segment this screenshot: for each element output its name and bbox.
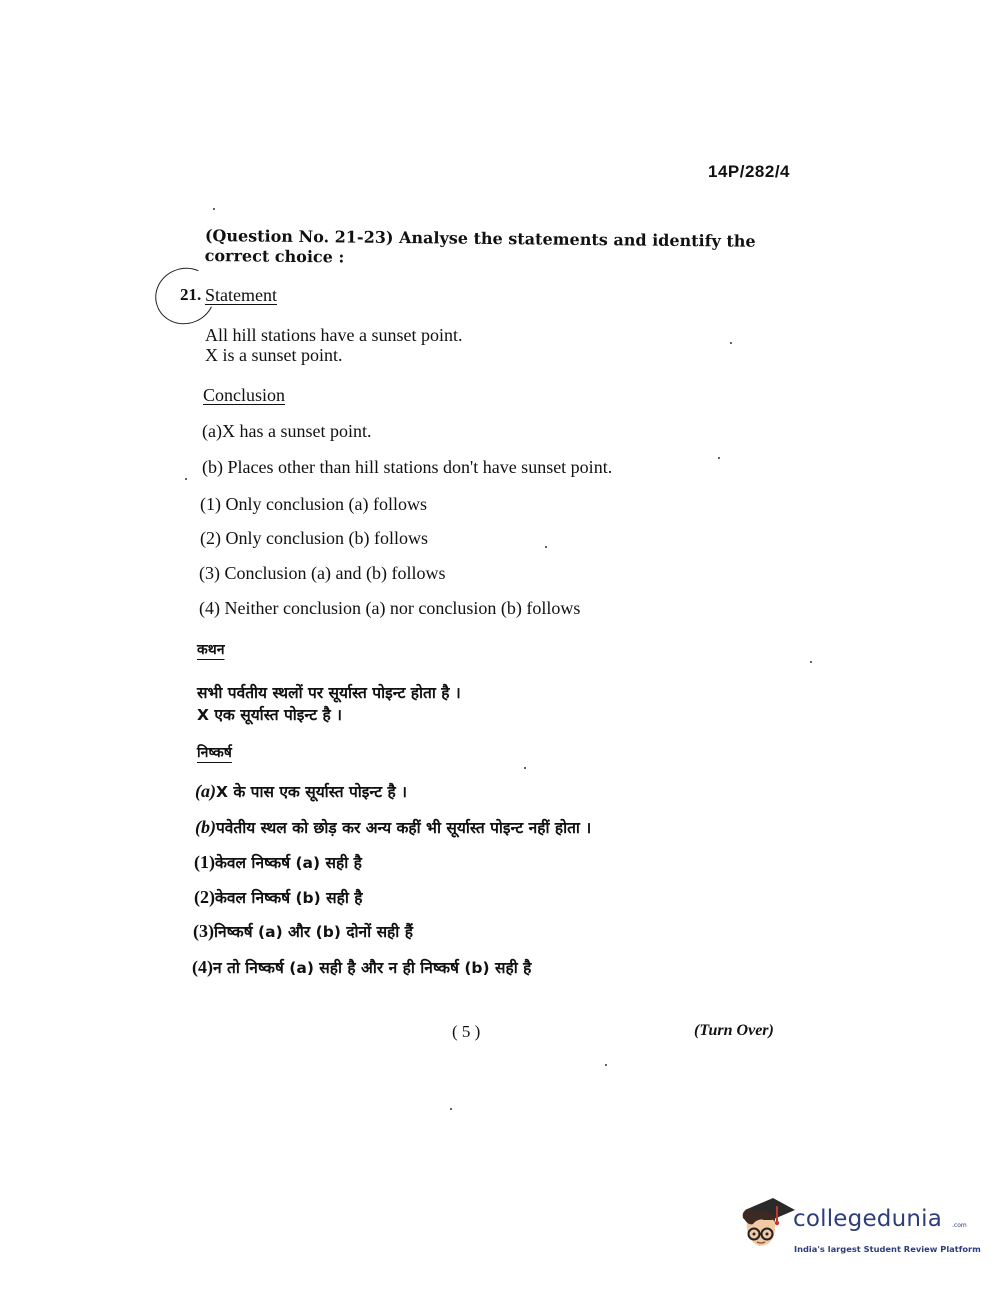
hindi-option-item: [193, 920, 413, 942]
option-text: Conclusion (a) and (b) follows: [224, 563, 446, 583]
option-label: (3): [193, 921, 214, 941]
option-label: (1): [194, 852, 215, 872]
scan-speck: [185, 478, 187, 480]
hindi-conclusion-item: [195, 780, 407, 802]
conclusion-label: (a): [202, 421, 222, 441]
hindi-statement-heading: कथन: [197, 642, 225, 658]
conclusion-label: (b): [195, 817, 216, 837]
scan-speck: [213, 208, 215, 210]
option-text: केवल निष्कर्ष (b) सही है: [215, 889, 363, 907]
conclusion-text: Places other than hill stations don't have sunset point.: [227, 457, 613, 477]
option-label: (3): [199, 563, 220, 583]
conclusion-text: X has a sunset point.: [221, 421, 372, 441]
scan-speck: [450, 1108, 452, 1110]
logo-domain-suffix: .com: [952, 1222, 967, 1229]
hindi-option-item: [192, 956, 531, 978]
option-item: [199, 598, 580, 619]
option-item: [200, 494, 427, 515]
statement-heading: Statement: [205, 285, 277, 305]
page-number: ( 5 ): [452, 1022, 481, 1041]
hindi-conclusion-item: [195, 816, 591, 838]
hindi-option-item: [194, 851, 362, 873]
student-mascot-icon: [737, 1196, 797, 1258]
logo-wordmark: collegedunia: [793, 1206, 943, 1232]
hindi-statement-line: सभी पर्वतीय स्थलों पर सूर्यास्त पोइन्ट होता है ।: [197, 684, 461, 702]
conclusion-label: (b): [202, 457, 223, 477]
option-label: (1): [200, 494, 221, 514]
conclusion-text: पवेतीय स्थल को छोड़ कर अन्य कहीं भी सूर्यास्त पोइन्ट नहीं होता ।: [216, 819, 592, 837]
paper-code: 14P/282/4: [708, 162, 791, 181]
turn-over-note: (Turn Over): [694, 1022, 774, 1039]
logo-tagline: India's largest Student Review Platform: [794, 1244, 981, 1254]
scan-speck: [810, 661, 812, 663]
statement-line: All hill stations have a sunset point.: [205, 325, 463, 345]
scan-speck: [605, 1064, 607, 1066]
option-item: [200, 528, 428, 549]
option-label: (4): [192, 957, 213, 977]
statement-line: X is a sunset point.: [205, 345, 343, 365]
scan-speck: [730, 342, 732, 344]
hindi-statement-line: X एक सूर्यास्त पोइन्ट है ।: [197, 706, 342, 724]
scan-speck: [524, 767, 526, 769]
conclusion-text: X के पास एक सूर्यास्त पोइन्ट है ।: [216, 783, 407, 801]
question-group-instruction: (Question No. 21-23) Analyse the statements and identify the correct choice :: [204, 226, 756, 267]
hindi-conclusion-heading: निष्कर्ष: [197, 745, 232, 761]
option-item: [199, 563, 445, 584]
option-label: (2): [194, 887, 215, 907]
option-text: Neither conclusion (a) nor conclusion (b) follows: [224, 598, 581, 618]
question-number: 21.: [180, 285, 202, 304]
option-text: Only conclusion (b) follows: [225, 528, 428, 548]
conclusion-item: [202, 457, 612, 478]
option-label: (4): [199, 598, 220, 618]
scan-speck: [718, 457, 720, 459]
option-label: (2): [200, 528, 221, 548]
conclusion-heading: Conclusion: [203, 385, 286, 405]
scan-speck: [545, 546, 547, 548]
option-text: केवल निष्कर्ष (a) सही है: [215, 854, 362, 872]
conclusion-item: [202, 421, 371, 442]
option-text: Only conclusion (a) follows: [225, 494, 427, 514]
option-text: न तो निष्कर्ष (a) सही है और न ही निष्कर्ष (b) सही है: [213, 959, 532, 977]
option-text: निष्कर्ष (a) और (b) दोनों सही हैं: [214, 923, 413, 941]
hindi-option-item: [194, 886, 362, 908]
conclusion-label: (a): [195, 781, 216, 801]
